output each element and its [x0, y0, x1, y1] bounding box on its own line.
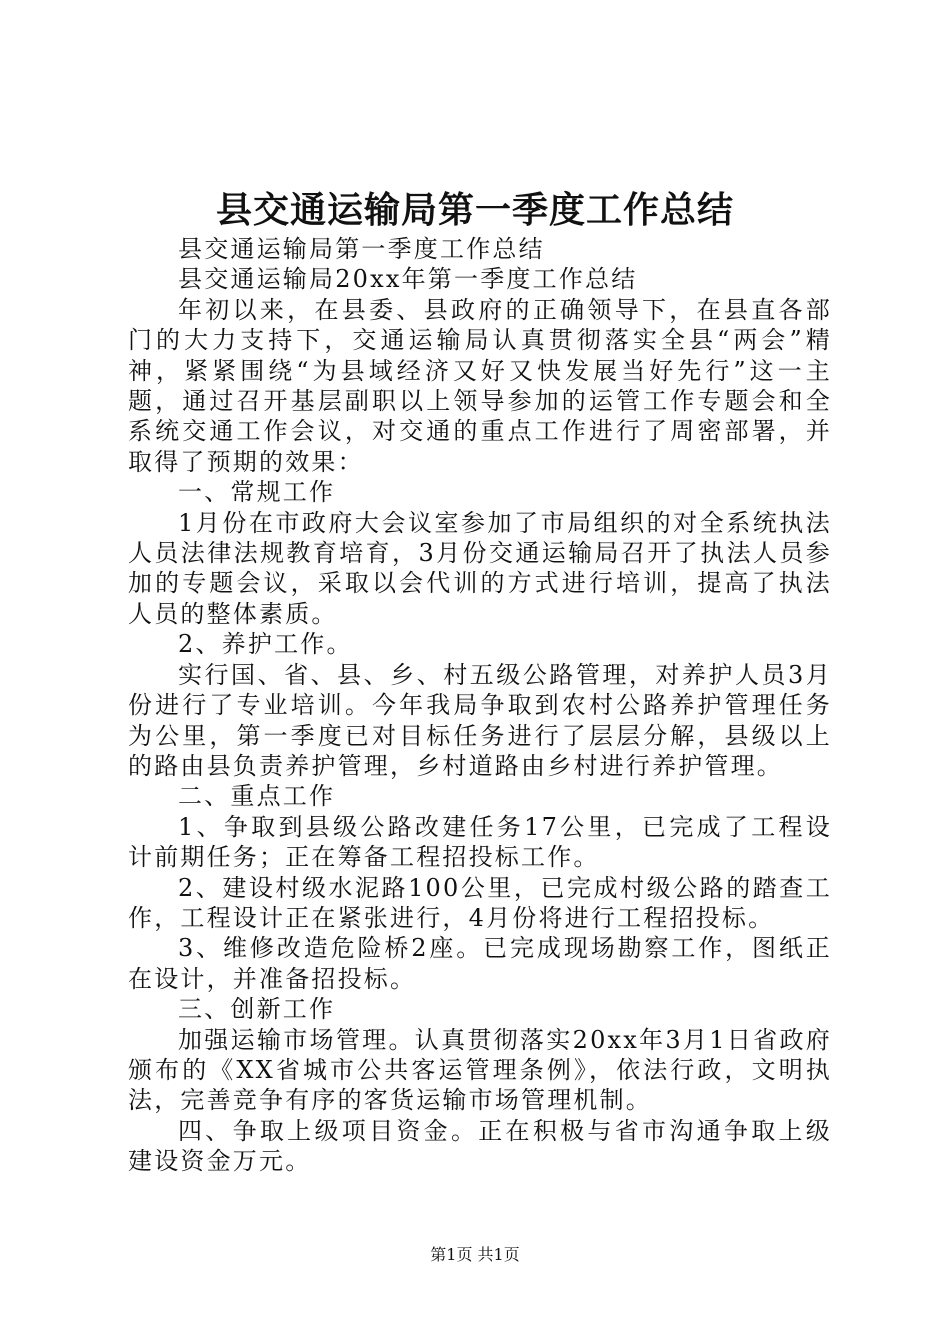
paragraph-bridge-repair: 3、维修改造危险桥2座。已完成现场勘察工作，图纸正在设计，并准备招投标。: [128, 934, 832, 993]
section-heading-key-work: 二、重点工作: [178, 782, 336, 811]
paragraph-maintenance: 实行国、省、县、乡、村五级公路管理，对养护人员3月份进行了专业培训。今年我局争取到农村公路养护管理任务为公里，第一季度已对目标任务进行了层层分解，县级以上的路由县负责养护管理，乡村道路由乡村进行养护管理。: [128, 660, 832, 780]
subheading-maintenance: 2、养护工作。: [178, 630, 353, 659]
paragraph-heading-repeat: 县交通运输局第一季度工作总结: [178, 235, 545, 263]
paragraph-market-management: 加强运输市场管理。认真贯彻落实20xx年3月1日省政府颁布的《XX省城市公共客运管理条例》，依法行政，文明执法，完善竞争有序的客货运输市场管理机制。: [128, 1025, 832, 1115]
paragraph-village-road: 2、建设村级水泥路100公里，已完成村级公路的踏查工作，工程设计正在紧张进行，4月份将进行工程招投标。: [128, 873, 832, 932]
paragraph-subtitle: 县交通运输局20xx年第一季度工作总结: [178, 265, 638, 294]
paragraph-road-rebuild: 1、争取到县级公路改建任务17公里，已完成了工程设计前期任务；正在筹备工程招投标工作。: [128, 812, 832, 872]
page-footer: 第1页 共1页: [430, 1245, 520, 1264]
document-title: 县交通运输局第一季度工作总结: [215, 189, 734, 231]
paragraph-intro: 年初以来，在县委、县政府的正确领导下，在县直各部门的大力支持下，交通运输局认真贯彻落实全县“两会”精神，紧紧围绕“为县域经济又好又快发展当好先行”这一主题，通过召开基层副职以上领导参加的运管工作专题会和全系统交通工作会议，对交通的重点工作进行了周密部署，并取得了预期的效果：: [128, 295, 832, 476]
document-body: [128, 234, 832, 1177]
section-heading-innovation: 三、创新工作: [178, 995, 336, 1024]
paragraph-training: 1月份在市政府大会议室参加了市局组织的对全系统执法人员法律法规教育培育，3月份交通运输局召开了执法人员参加的专题会议，采取以会代训的方式进行培训，提高了执法人员的整体素质。: [128, 508, 832, 628]
paragraph-funding: 四、争取上级项目资金。正在积极与省市沟通争取上级建设资金万元。: [128, 1116, 832, 1176]
section-heading-routine-work: 一、常规工作: [178, 478, 336, 507]
